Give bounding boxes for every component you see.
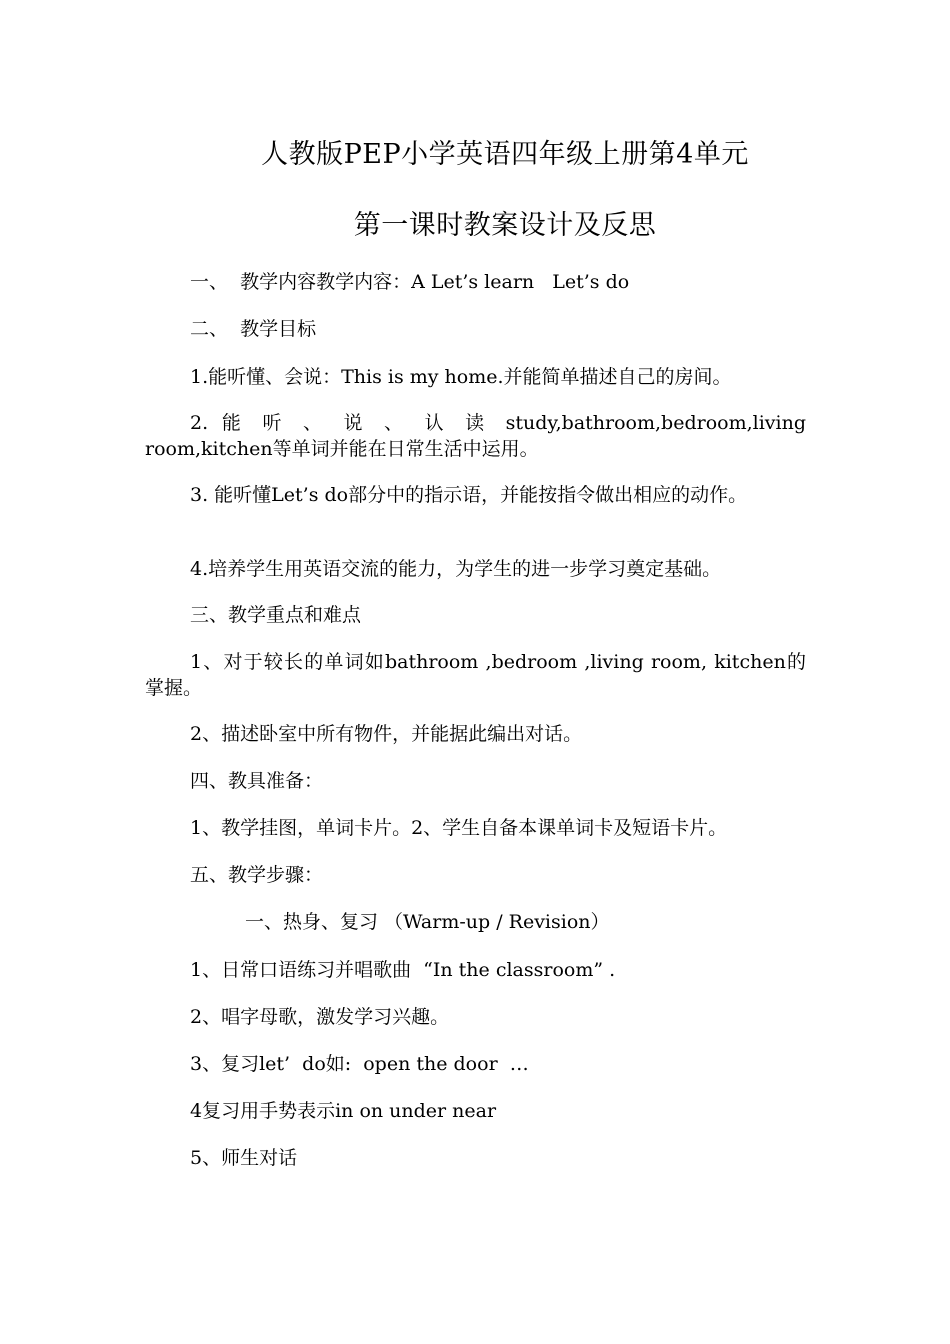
section-keypoints-heading: 三、教学重点和难点 xyxy=(190,604,362,626)
step-3: 3、复习let’ do如: open the door … xyxy=(190,1053,529,1075)
materials-list: 1、教学挂图，单词卡片。2、学生自备本课单词卡及短语卡片。 xyxy=(190,817,728,839)
document-title: 人教版PEP小学英语四年级上册第4单元 xyxy=(261,139,749,170)
objective-2: 2. 能 听 、 说 、 认 读 study,bathroom,bedroom,living room,kitchen等单词并能在日常生活中运用。 xyxy=(145,412,806,460)
step-4: 4复习用手势表示in on under near xyxy=(190,1100,497,1122)
step-warmup-heading: 一、热身、复习 （Warm-up / Revision） xyxy=(245,911,610,933)
objective-1: 1.能听懂、会说：This is my home.并能简单描述自己的房间。 xyxy=(190,366,732,388)
step-1: 1、日常口语练习并唱歌曲 “In the classroom” . xyxy=(190,959,616,981)
section-content-heading: 一、 教学内容教学内容：A Let’s learn Let’s do xyxy=(190,271,630,293)
step-2: 2、唱字母歌，激发学习兴趣。 xyxy=(190,1006,450,1028)
keypoint-2: 2、描述卧室中所有物件，并能据此编出对话。 xyxy=(190,723,583,745)
section-materials-heading: 四、教具准备： xyxy=(190,770,324,792)
section-objectives-heading: 二、 教学目标 xyxy=(190,318,317,340)
objective-4: 4.培养学生用英语交流的能力，为学生的进一步学习奠定基础。 xyxy=(190,558,722,580)
step-5: 5、师生对话 xyxy=(190,1147,298,1169)
document-subtitle: 第一课时教案设计及反思 xyxy=(353,210,657,241)
keypoint-1: 1、对于较长的单词如bathroom ,bedroom ,living room, kitchen的掌握。 xyxy=(145,651,806,699)
objective-3: 3. 能听懂Let’s do部分中的指示语，并能按指令做出相应的动作。 xyxy=(190,484,748,506)
section-steps-heading: 五、教学步骤： xyxy=(190,864,324,886)
